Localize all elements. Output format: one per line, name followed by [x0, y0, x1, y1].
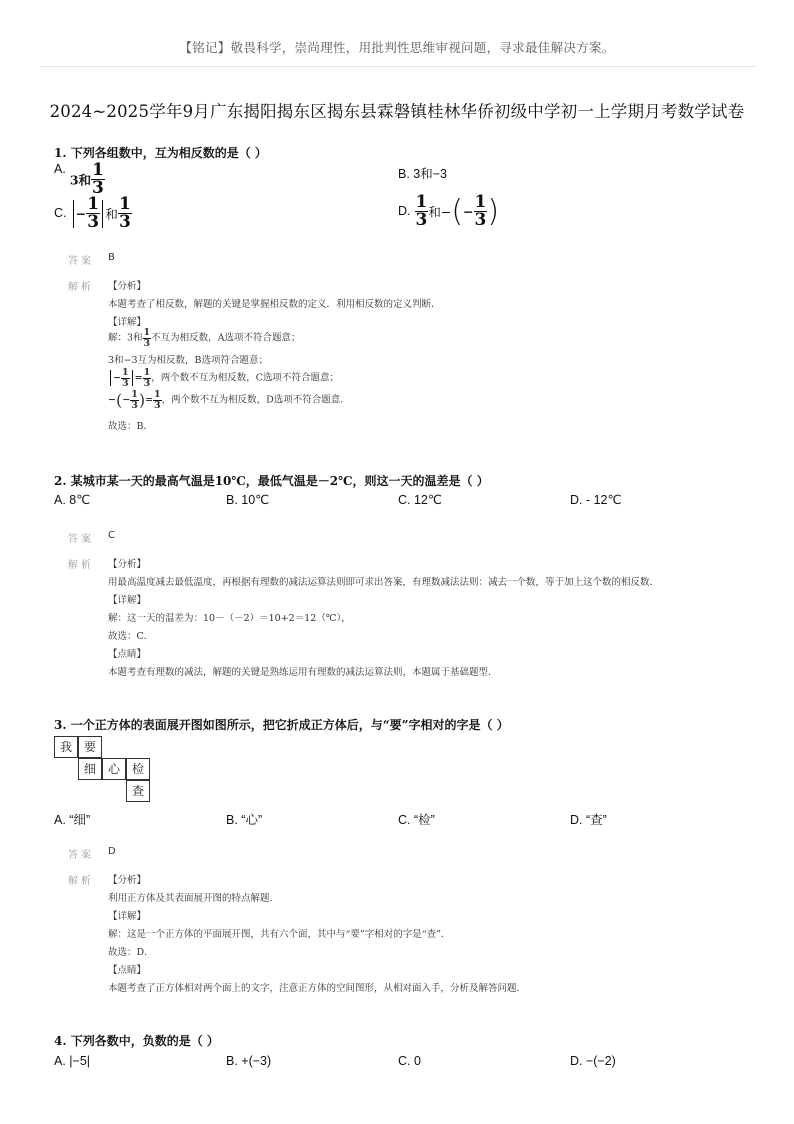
q2-option-c[interactable]: C. 12℃: [398, 493, 442, 507]
q3-answer: D: [108, 846, 116, 857]
q1-option-d-fraction-2: $\frac{1}{3}$: [474, 192, 487, 230]
q4-stem: 4. 下列各数中，负数的是（ ）: [54, 1034, 219, 1048]
equals-sign: =: [134, 372, 143, 384]
q1-analysis-line: [108, 390, 350, 410]
minus-sign: −: [122, 394, 131, 406]
paren-left: (: [451, 194, 464, 229]
abs-bar: [102, 200, 103, 228]
q4-option-c[interactable]: C. 0: [398, 1054, 421, 1068]
q3-analysis-line: 【详解】: [108, 911, 147, 922]
q1-a7-fraction-2: $\frac{1}{3}$: [154, 389, 161, 411]
q1-option-c-and: 和: [105, 206, 118, 222]
q2-analysis-line: 本题考查有理数的减法，解题的关键是熟练运用有理数的减法运算法则，本题属于基础题型．: [108, 667, 498, 678]
q3-option-a[interactable]: A. “细”: [54, 813, 91, 827]
q1-a6-fraction: $\frac{1}{3}$: [121, 367, 129, 389]
minus-sign: −: [113, 372, 121, 384]
paren-right: ): [487, 194, 500, 229]
q1-a7-post: ，两个数不互为相反数，D选项不符合题意．: [161, 394, 350, 406]
q1-option-c[interactable]: [54, 196, 132, 231]
net-cell: 心: [102, 758, 126, 780]
q1-answer-label: 答案: [68, 256, 94, 267]
q1-analysis-line: 故选：B．: [108, 421, 153, 432]
q2-answer: C: [108, 530, 115, 541]
q4-option-b[interactable]: B. +(−3): [226, 1054, 272, 1068]
minus-sign: −: [108, 394, 116, 406]
q1-option-c-minus: −: [75, 206, 87, 221]
q1-option-b[interactable]: B. 3和−3: [398, 167, 447, 181]
q2-analysis-line: 【分析】: [108, 559, 147, 570]
q1-analysis-line: 3和−3互为相反数，B选项符合题意；: [108, 355, 269, 366]
q3-analysis-line: 解：这是一个正方体的平面展开图，共有六个面，其中与“要”字相对的字是“查”．: [108, 929, 451, 940]
q1-option-d-letter: D.: [398, 203, 411, 218]
q1-analysis-line: 【详解】: [108, 317, 147, 328]
q2-analysis-label: 解析: [68, 560, 94, 571]
q1-option-a-fraction: $\frac{1}{3}$: [92, 160, 104, 198]
q1-a7-fraction: $\frac{1}{3}$: [131, 389, 138, 411]
q3-analysis-line: 本题考查了正方体相对两个面上的文字，注意正方体的空间图形，从相对面入手，分析及解答问题．: [108, 983, 527, 994]
q1-analysis-line: [108, 328, 301, 348]
q2-option-d[interactable]: D. - 12℃: [570, 493, 622, 507]
q1-option-d-fraction: $\frac{1}{3}$: [415, 192, 428, 230]
q1-a4-fraction: $\frac{1}{3}$: [143, 327, 151, 349]
q3-analysis-label: 解析: [68, 876, 94, 887]
q1-option-a-letter: A.: [54, 162, 66, 176]
q1-option-c-fraction: $\frac{1}{3}$: [87, 194, 100, 232]
q3-answer-label: 答案: [68, 850, 94, 861]
abs-bar: [132, 370, 133, 386]
q1-option-d-mid: 和−: [428, 204, 452, 220]
q1-analysis-line: 本题考查了相反数，解题的关键是掌握相反数的定义．利用相反数的定义判断．: [108, 299, 441, 310]
q3-analysis-line: 故选：D．: [108, 947, 154, 958]
q2-answer-label: 答案: [68, 534, 94, 545]
q3-stem: 3. 一个正方体的表面展开图如图所示，把它折成正方体后，与“要”字相对的字是（ ）: [54, 718, 509, 732]
header-divider: [40, 66, 756, 67]
motto: 【铭记】敬畏科学，崇尚理性，用批判性思维审视问题，寻求最佳解决方案。: [179, 40, 615, 55]
paren-left: (: [115, 390, 123, 410]
q1-answer: B: [108, 252, 115, 263]
q1-a6-post: ，两个数不互为相反数，C选项不符合题意；: [151, 372, 339, 384]
q1-option-a-pre: 3和: [69, 172, 92, 188]
net-cell: 检: [126, 758, 150, 780]
net-cell: 细: [78, 758, 102, 780]
q3-option-d[interactable]: D. “查”: [570, 813, 607, 827]
q3-option-b[interactable]: B. “心”: [226, 813, 263, 827]
q2-option-b[interactable]: B. 10℃: [226, 493, 270, 507]
net-cell: 要: [78, 736, 102, 758]
abs-bar: [110, 370, 111, 386]
q2-analysis-line: 故选：C．: [108, 631, 154, 642]
q1-a4-post: 不互为相反数，A选项不符合题意；: [151, 332, 301, 344]
q1-analysis-label: 解析: [68, 282, 94, 293]
q1-stem: 1. 下列各组数中，互为相反数的是（ ）: [54, 146, 267, 160]
abs-bar: [73, 200, 74, 228]
q1-analysis-line: 【分析】: [108, 281, 147, 292]
q1-option-c-letter: C.: [54, 205, 67, 220]
q2-analysis-line: 用最高温度减去最低温度，再根据有理数的减法运算法则即可求出答案，有理数减法法则：减去一个数，等于加上这个数的相反数．: [108, 577, 660, 588]
q2-analysis-line: 【点睛】: [108, 649, 147, 660]
q1-option-d-minus: −: [463, 204, 474, 219]
q3-option-c[interactable]: C. “检”: [398, 813, 435, 827]
q2-analysis-line: 解：这一天的温差为：10－（－2）＝10+2＝12（℃），: [108, 613, 351, 624]
q3-analysis-line: 利用正方体及其表面展开图的特点解题．: [108, 893, 280, 904]
net-cell: 我: [54, 736, 78, 758]
q1-a6-fraction-2: $\frac{1}{3}$: [143, 367, 151, 389]
q1-option-a[interactable]: [54, 162, 105, 197]
q2-option-a[interactable]: A. 8℃: [54, 493, 91, 507]
q2-analysis-line: 【详解】: [108, 595, 147, 606]
equals-sign: =: [145, 394, 154, 406]
q2-stem: 2. 某城市某一天的最高气温是10℃，最低气温是－2℃，则这一天的温差是（ ）: [54, 474, 489, 488]
net-cell: 查: [126, 780, 150, 802]
page-title: 2024~2025学年9月广东揭阳揭东区揭东县霖磐镇桂林华侨初级中学初一上学期月考数学试卷: [49, 102, 745, 121]
paren-right: ): [138, 390, 146, 410]
q3-analysis-line: 【点睛】: [108, 965, 147, 976]
q3-analysis-line: 【分析】: [108, 875, 147, 886]
q1-option-d[interactable]: [398, 194, 499, 229]
q1-option-c-fraction-2: $\frac{1}{3}$: [118, 194, 131, 232]
q1-analysis-line: [108, 368, 339, 388]
q4-option-d[interactable]: D. −(−2): [570, 1054, 616, 1068]
q1-a4-pre: 解：3和: [108, 332, 143, 344]
q4-option-a[interactable]: A. |−5|: [54, 1054, 91, 1068]
